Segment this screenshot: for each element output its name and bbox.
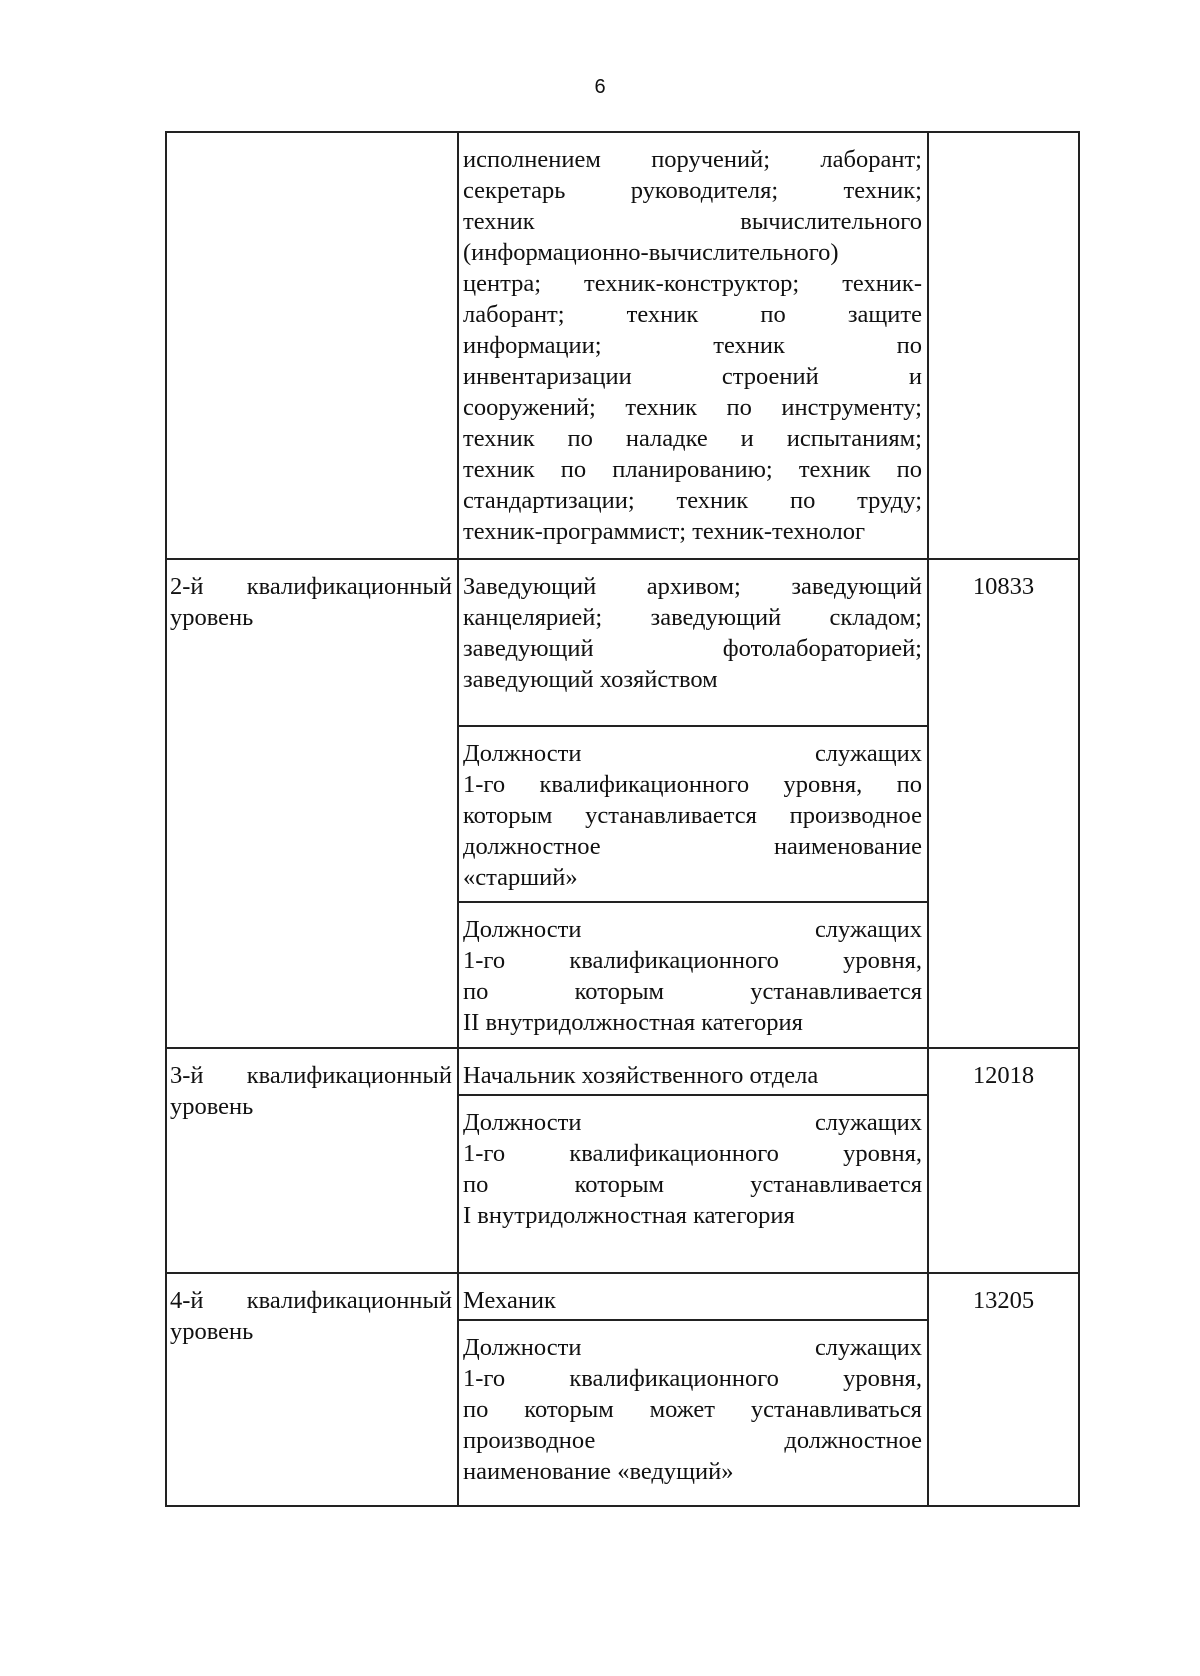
position-description-line xyxy=(463,299,922,330)
word: уровень xyxy=(170,604,254,631)
cell-divider xyxy=(457,901,929,903)
position-description-line xyxy=(463,361,922,392)
position-description-line xyxy=(463,571,922,602)
word: руководителя; xyxy=(630,177,779,204)
position-description-line xyxy=(463,976,922,1007)
word: квалификационного xyxy=(569,947,779,974)
cell-divider xyxy=(457,725,929,727)
position-description-line xyxy=(463,1394,922,1425)
word: 1-го xyxy=(463,1365,506,1392)
qualification-level-line xyxy=(170,1285,452,1316)
word: I xyxy=(463,1202,472,1229)
position-description-line xyxy=(463,1332,922,1363)
word: 1-го xyxy=(463,771,506,798)
word: техник xyxy=(463,456,535,483)
position-description-line xyxy=(463,769,922,800)
word: служащих xyxy=(814,1334,922,1361)
word: квалификационного xyxy=(539,771,750,798)
word: по xyxy=(463,978,489,1005)
word: наименование xyxy=(463,1458,612,1485)
word: устанавливаться xyxy=(750,1396,922,1423)
salary-value: 10833 xyxy=(972,573,1035,600)
word: квалификационный xyxy=(246,1062,452,1089)
word: которым xyxy=(574,978,665,1005)
word: техник xyxy=(713,332,785,359)
word: устанавливается xyxy=(750,978,922,1005)
position-description-line xyxy=(463,1200,795,1231)
cell-divider xyxy=(457,1094,929,1096)
word: труду; xyxy=(857,487,922,514)
word: 2-й xyxy=(170,573,204,600)
qualification-level-line xyxy=(170,1316,253,1347)
position-description-line xyxy=(463,1425,922,1456)
word: категория xyxy=(701,1009,803,1036)
word: исполнением xyxy=(463,146,601,173)
word: испытаниям; xyxy=(786,425,922,452)
position-description-line xyxy=(463,1456,733,1487)
word: уровень xyxy=(170,1093,254,1120)
word: архивом; xyxy=(646,573,741,600)
word: техник- xyxy=(842,270,922,297)
word: наименование xyxy=(773,833,922,860)
position-description-line xyxy=(463,914,922,945)
word: поручений; xyxy=(651,146,771,173)
word: уровня, xyxy=(843,947,922,974)
word: 1-го xyxy=(463,947,506,974)
cell-divider xyxy=(457,1319,929,1321)
word: стандартизации; xyxy=(463,487,635,514)
position-description-line xyxy=(463,268,922,299)
word: 3-й xyxy=(170,1062,204,1089)
word: техник xyxy=(676,487,749,514)
word: производное xyxy=(463,1427,596,1454)
word: по xyxy=(760,301,786,328)
position-description-line xyxy=(463,1060,818,1091)
word: «ведущий» xyxy=(617,1458,734,1485)
position-description-line xyxy=(463,454,922,485)
word: по xyxy=(463,1171,489,1198)
word: квалификационного xyxy=(569,1365,779,1392)
position-description-line xyxy=(463,175,922,206)
word: которым xyxy=(574,1171,665,1198)
word: и xyxy=(908,363,922,390)
word: «старший» xyxy=(463,864,578,891)
word: техник xyxy=(625,394,698,421)
row-divider xyxy=(165,1272,1080,1274)
word: секретарь xyxy=(463,177,566,204)
word: устанавливается xyxy=(585,802,757,829)
position-description-line xyxy=(463,633,922,664)
word: по xyxy=(463,1396,489,1423)
word: Должности xyxy=(463,740,582,767)
word: Начальник xyxy=(463,1062,576,1089)
word: техник xyxy=(463,425,535,452)
qualification-level-line xyxy=(170,1091,253,1122)
word: уровень xyxy=(170,1318,254,1345)
position-description-line xyxy=(463,392,922,423)
position-description-line xyxy=(463,800,922,831)
word: по xyxy=(560,456,587,483)
word: которым xyxy=(524,1396,614,1423)
word: техник xyxy=(463,208,535,235)
word: квалификационный xyxy=(246,1287,452,1314)
word: может xyxy=(649,1396,715,1423)
word: Механик xyxy=(463,1287,556,1314)
word: информации; xyxy=(463,332,602,359)
word: 4-й xyxy=(170,1287,204,1314)
word: заведующий xyxy=(463,635,594,662)
word: которым xyxy=(463,802,553,829)
position-description-line xyxy=(463,144,922,175)
position-description-line xyxy=(463,1363,922,1394)
word: производное xyxy=(789,802,922,829)
word: складом; xyxy=(829,604,922,631)
position-description-line xyxy=(463,516,865,547)
word: хозяйством xyxy=(599,666,718,693)
word: должностное xyxy=(784,1427,922,1454)
word: Заведующий xyxy=(463,573,597,600)
word: уровня, xyxy=(843,1365,922,1392)
salary-value: 13205 xyxy=(972,1287,1035,1314)
qualification-level-line xyxy=(170,571,452,602)
row-divider xyxy=(165,558,1080,560)
word: 1-го xyxy=(463,1140,506,1167)
word: инструменту; xyxy=(781,394,922,421)
position-description-line xyxy=(463,664,718,695)
word: центра; xyxy=(463,270,542,297)
word: сооружений; xyxy=(463,394,596,421)
word: служащих xyxy=(814,740,922,767)
position-description-line xyxy=(463,206,922,237)
word: хозяйственного xyxy=(581,1062,744,1089)
word: вычислительного xyxy=(740,208,922,235)
position-description-line xyxy=(463,831,922,862)
qualification-level-line xyxy=(170,602,253,633)
word: инвентаризации xyxy=(463,363,632,390)
word: категория xyxy=(693,1202,795,1229)
word: техник xyxy=(798,456,871,483)
word: по xyxy=(789,487,816,514)
column-divider-level xyxy=(457,131,459,1507)
word: техник; xyxy=(843,177,922,204)
word: техник xyxy=(626,301,699,328)
word: канцелярией; xyxy=(463,604,603,631)
position-description-line xyxy=(463,738,922,769)
word: заведующий xyxy=(463,666,594,693)
position-description-line xyxy=(463,237,922,268)
word: по xyxy=(567,425,593,452)
word: и xyxy=(740,425,754,452)
position-description-line xyxy=(463,862,578,893)
word: должностное xyxy=(463,833,601,860)
word: по xyxy=(726,394,752,421)
word: внутридолжностная xyxy=(477,1202,687,1229)
word: лаборант; xyxy=(463,301,565,328)
word: уровня, xyxy=(783,771,863,798)
word: Должности xyxy=(463,916,582,943)
word: строений xyxy=(721,363,819,390)
word: служащих xyxy=(814,1109,922,1136)
position-description-line xyxy=(463,1007,803,1038)
qualification-level-line xyxy=(170,1060,452,1091)
position-description-line xyxy=(463,330,922,361)
position-description-line xyxy=(463,602,922,633)
word: по xyxy=(896,332,922,359)
word: внутридолжностная xyxy=(485,1009,696,1036)
page-number: 6 xyxy=(594,76,606,98)
word: по xyxy=(896,456,922,483)
word: техник-программист; xyxy=(463,518,687,545)
position-description-line xyxy=(463,1107,922,1138)
position-description-line xyxy=(463,1169,922,1200)
word: по xyxy=(896,771,922,798)
word: лаборант; xyxy=(820,146,922,173)
word: защите xyxy=(847,301,922,328)
row-divider xyxy=(165,1047,1080,1049)
position-description-line xyxy=(463,1138,922,1169)
word: отдела xyxy=(749,1062,819,1089)
word: техник-конструктор; xyxy=(584,270,800,297)
word: уровня, xyxy=(843,1140,922,1167)
salary-value: 12018 xyxy=(972,1062,1035,1089)
word: заведующий xyxy=(650,604,782,631)
word: служащих xyxy=(814,916,922,943)
word: техник-технолог xyxy=(692,518,866,545)
word: II xyxy=(463,1009,480,1036)
position-description-line xyxy=(463,485,922,516)
word: фотолабораторией; xyxy=(722,635,922,662)
word: заведующий xyxy=(791,573,922,600)
word: планированию; xyxy=(612,456,773,483)
word: (информационно-вычислительного) xyxy=(463,239,839,266)
word: квалификационный xyxy=(246,573,452,600)
word: устанавливается xyxy=(750,1171,922,1198)
position-description-line xyxy=(463,1285,556,1316)
word: наладке xyxy=(625,425,708,452)
word: Должности xyxy=(463,1109,582,1136)
position-description-line xyxy=(463,945,922,976)
word: квалификационного xyxy=(569,1140,779,1167)
position-description-line xyxy=(463,423,922,454)
word: Должности xyxy=(463,1334,582,1361)
